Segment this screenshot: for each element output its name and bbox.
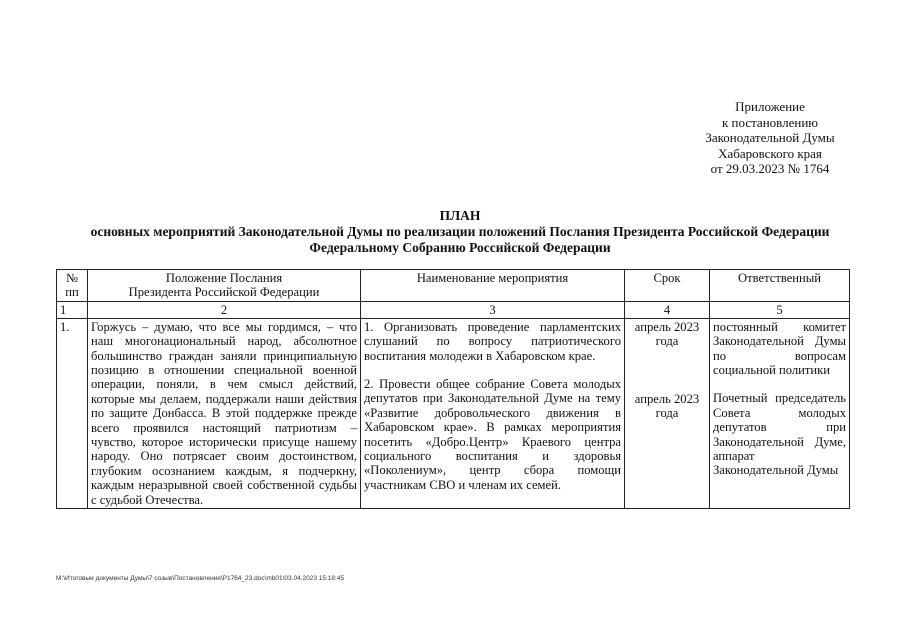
column-number: 1 xyxy=(57,301,88,318)
approval-block xyxy=(640,99,900,177)
header-responsible: Ответственный xyxy=(710,270,850,302)
term-item: апрель 2023 года xyxy=(634,391,700,421)
row-num: 1. xyxy=(57,318,88,508)
title-line: Федеральному Собранию Российской Федерации xyxy=(309,240,611,255)
title-line: ПЛАН xyxy=(439,208,481,223)
column-number: 5 xyxy=(710,301,850,318)
header-num: № пп xyxy=(57,270,88,302)
row-events xyxy=(361,318,625,508)
row-terms xyxy=(625,318,710,508)
term-item: апрель 2023 года xyxy=(634,319,700,349)
approval-line: Законодательной Думы xyxy=(705,130,835,145)
column-number: 4 xyxy=(625,301,710,318)
event-item: 1. Организовать проведение парламентских слушаний по вопросу патриотического воспитания молодежи в Хабаровском крае. xyxy=(364,319,621,363)
file-path-footer: M:\Итоговые документы Думы\7 созыв\Постановления\P1764_23.doc\mb01\03.04.2023 15:18:45 xyxy=(56,575,345,582)
plan-table xyxy=(56,269,850,509)
table-row xyxy=(57,318,850,508)
responsible-item: постоянный комитет Законодательной Думы по вопросам социальной политики xyxy=(713,319,846,378)
approval-line: Хабаровского края xyxy=(718,145,822,161)
responsible-item: Почетный председатель Совета молодых депутатов при Законодательной Думе, аппарат Законодательной Думы xyxy=(713,391,846,478)
column-number: 3 xyxy=(361,301,625,318)
header-term: Срок xyxy=(625,270,710,302)
document-title xyxy=(40,208,880,256)
row-position: Горжусь – думаю, что все мы гордимся, – что наш многонациональный народ, абсолютное большинство граждан заняли принципиальную позицию в отношении специальной военной операции, поняли, в чем смысл действий, которые мы делаем, поддержали наши действия по защите Донбасса. В этой поддержке прежде всего проявился настоящий патриотизм – чувство, которое исторически присуще нашему народу. Оно потрясает своим достоинством, глубоким осознанием каждым, я подчеркну, каждым неразрывной своей собственной судьбы с судьбой Отечества. xyxy=(88,318,361,508)
column-number-row xyxy=(57,301,850,318)
approval-line: от 29.03.2023 № 1764 xyxy=(710,161,830,176)
table-header-row xyxy=(57,270,850,302)
header-event: Наименование мероприятия xyxy=(361,270,625,302)
approval-line: к постановлению xyxy=(721,114,819,130)
column-number: 2 xyxy=(88,301,361,318)
title-line: основных мероприятий Законодательной Думы по реализации положений Послания Президента Российской Федерации xyxy=(90,224,830,239)
approval-line: Приложение xyxy=(735,99,805,114)
header-position: Положение Послания Президента Российской Федерации xyxy=(88,270,361,302)
event-item: 2. Провести общее собрание Совета молодых депутатов при Законодательной Думе на тему «Развитие добровольческого движения в Хабаровском крае». В рамках мероприятия посетить «Добро.Центр» Краевого центра социального воспитания и здоровья «Поколениум», центр сбора помощи участникам СВО и членам их семей. xyxy=(364,377,621,492)
row-responsibles xyxy=(710,318,850,508)
